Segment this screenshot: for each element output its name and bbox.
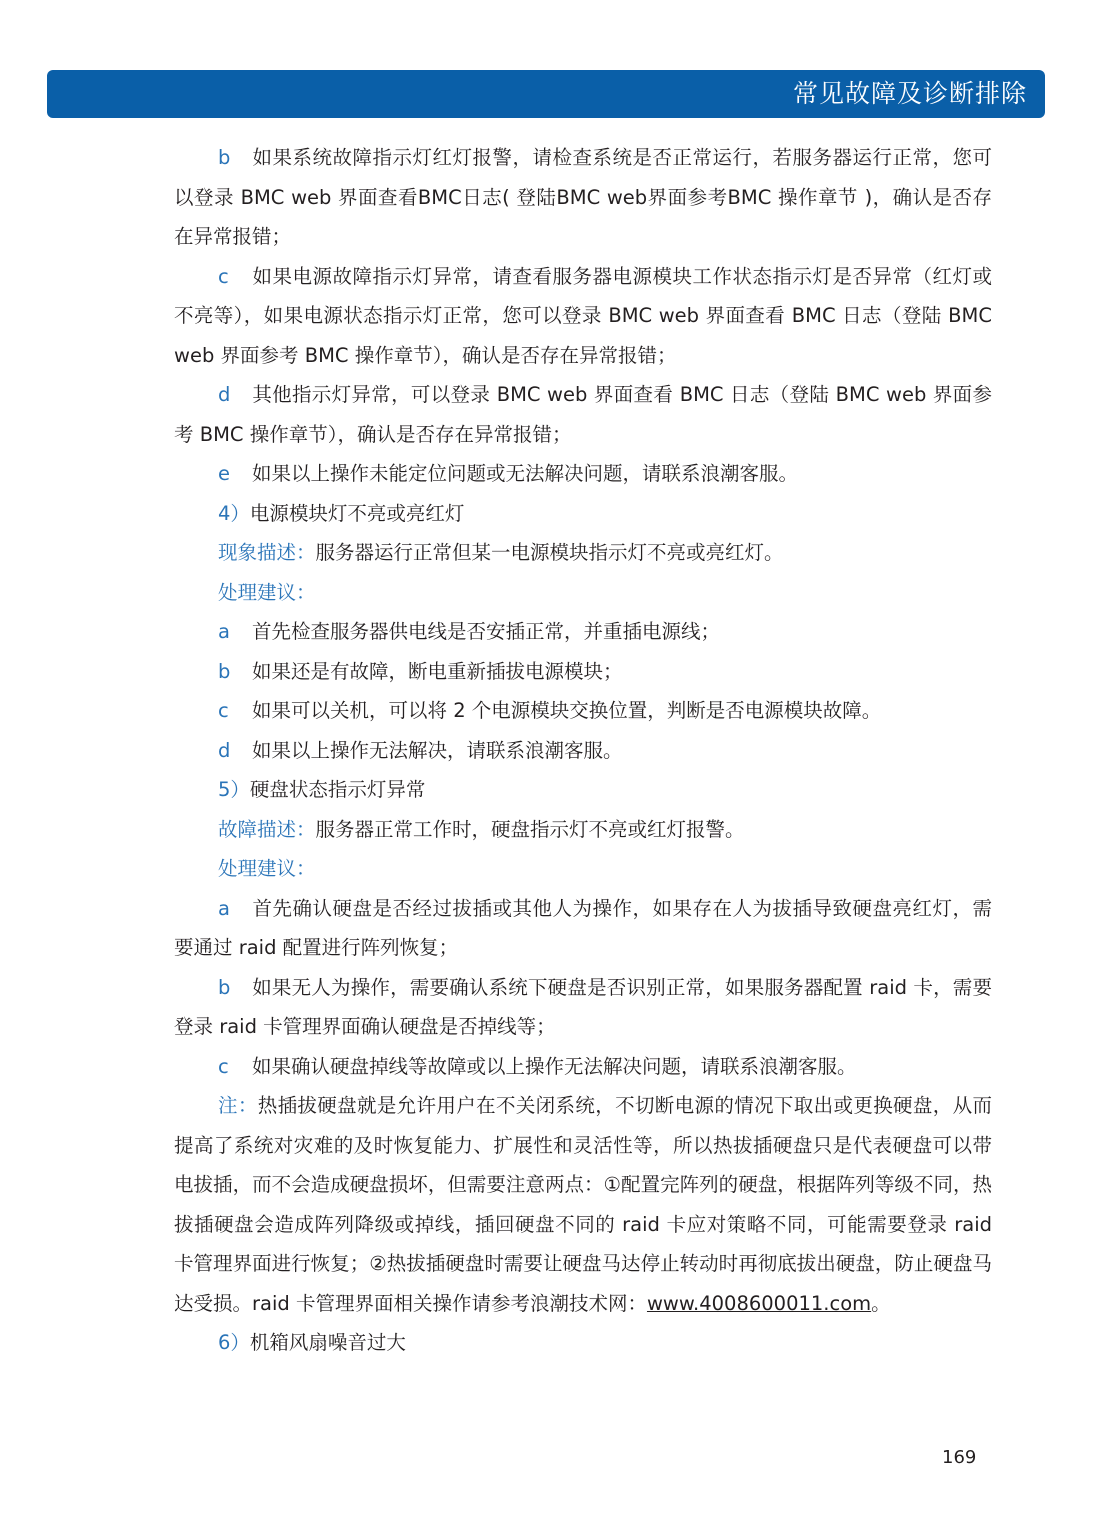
advice-label: 处理建议： [218, 580, 316, 604]
hotplug-note: 注：热插拔硬盘就是允许用户在不关闭系统，不切断电源的情况下取出或更换硬盘，从而提高了系统对灾难的及时恢复能力、扩展性和灵活性等，所以热拔插硬盘只是代表硬盘可以带电拔插，而不会造成硬盘损坏，但需要注意两点：①配置完阵列的硬盘，根据阵列等级不同，热拔插硬盘会造成阵列降级或掉线，插回硬盘不同的 raid 卡应对策略不同，可能需要登录 raid 卡管理界面进行恢复；②热拔插硬盘时需要让硬盘马达停止转动时再彻底拔出硬盘，防止硬盘马达受损。raid 卡管理界面相关操作请参考浪潮技术网：www.4008600011.com。 [174, 1094, 992, 1315]
list-item-b-system-fault: b 如果系统故障指示灯红灯报警，请检查系统是否正常运行，若服务器运行正常，您可以登录 BMC web 界面查看BMC日志( 登陆BMC web界面参考BMC 操作章节 )，确认是否存在异常报错； [174, 146, 992, 248]
section-heading-disk-indicator: 5）硬盘状态指示灯异常 [218, 778, 426, 801]
symptom-description: 现象描述：服务器运行正常但某一电源模块指示灯不亮或亮红灯。 [218, 541, 784, 564]
chapter-header-bar [47, 70, 1045, 118]
fault-description: 故障描述：服务器正常工作时，硬盘指示灯不亮或红灯报警。 [218, 817, 745, 841]
list-item-d-contact-support: d 如果以上操作无法解决，请联系浪潮客服。 [218, 738, 623, 762]
list-item-a-check-hotplug: a 首先确认硬盘是否经过拔插或其他人为操作，如果存在人为拔插导致硬盘亮红灯，需要通过 raid 配置进行阵列恢复； [174, 896, 992, 959]
section-heading-fan-noise: 6）机箱风扇噪音过大 [218, 1331, 406, 1354]
page-body [174, 138, 992, 1363]
list-item-e-contact-support: e 如果以上操作未能定位问题或无法解决问题，请联系浪潮客服。 [218, 462, 799, 485]
list-item-c-power-fault: c 如果电源故障指示灯异常，请查看服务器电源模块工作状态指示灯是否异常（红灯或不亮等），如果电源状态指示灯正常，您可以登录 BMC web 界面查看 BMC 日志（登陆 BMC web 界面参考 BMC 操作章节），确认是否存在异常报错； [174, 264, 992, 367]
list-item-b-reseat-power-module: b 如果还是有故障，断电重新插拔电源模块； [218, 659, 623, 683]
support-website-link[interactable]: www.4008600011.com [646, 1291, 872, 1315]
list-item-b-check-raid: b 如果无人为操作，需要确认系统下硬盘是否识别正常，如果服务器配置 raid 卡，需要登录 raid 卡管理界面确认硬盘是否掉线等； [174, 975, 992, 1038]
list-item-c-swap-modules: c 如果可以关机，可以将 2 个电源模块交换位置，判断是否电源模块故障。 [218, 699, 882, 722]
list-item-c-contact-support: c 如果确认硬盘掉线等故障或以上操作无法解决问题，请联系浪潮客服。 [218, 1054, 857, 1078]
chapter-title: 常见故障及诊断排除 [792, 79, 1027, 108]
advice-label: 处理建议： [218, 857, 316, 880]
list-item-d-other-indicators: d 其他指示灯异常，可以登录 BMC web 界面查看 BMC 日志（登陆 BMC web 界面参考 BMC 操作章节），确认是否存在异常报错； [174, 383, 992, 446]
list-item-a-check-power-cable: a 首先检查服务器供电线是否安插正常，并重插电源线； [218, 620, 721, 643]
section-heading-power-module: 4）电源模块灯不亮或亮红灯 [218, 501, 465, 525]
page-number: 169 [942, 1447, 977, 1468]
